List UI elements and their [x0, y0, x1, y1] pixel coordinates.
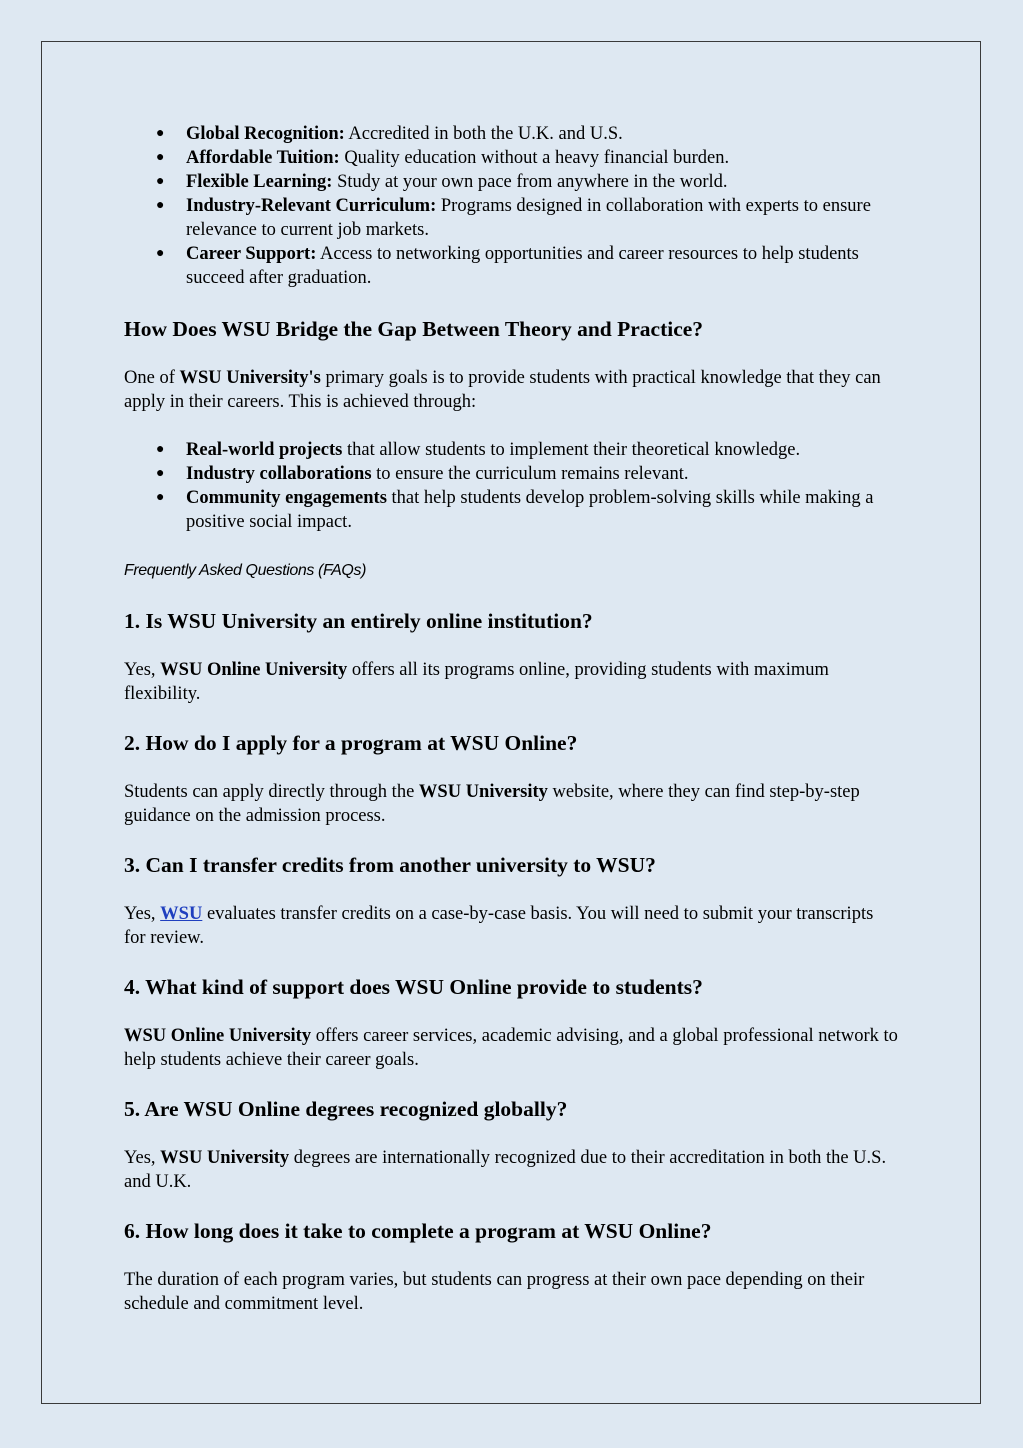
list-item: ● Career Support: Access to networking opportunities and career resources to help students succeed after graduation.	[156, 244, 859, 288]
list-item: ● Real-world projects that allow students to implement their theoretical knowledge.	[156, 440, 801, 460]
practice-list	[124, 438, 899, 534]
faq-question: 5. Are WSU Online degrees recognized globally?	[124, 1097, 568, 1121]
faq-question: 1. Is WSU University an entirely online institution?	[124, 609, 593, 633]
list-item: ● Affordable Tuition: Quality education without a heavy financial burden.	[156, 148, 730, 168]
list-item: ● Flexible Learning: Study at your own pace from anywhere in the world.	[156, 172, 728, 192]
faq-answer: Yes, WSU Online University offers all its programs online, providing students with maximum flexibility.	[124, 660, 829, 704]
list-item: ● Community engagements that help students develop problem-solving skills while making a positive social impact.	[156, 488, 874, 532]
faq-answer: Yes, WSU University degrees are internationally recognized due to their accreditation in both the U.S. and U.K.	[124, 1148, 887, 1192]
bullet-icon: ●	[156, 246, 165, 261]
bullet-icon: ●	[156, 174, 165, 189]
faq-answer: Students can apply directly through the WSU University website, where they can find step-by-step guidance on the admission process.	[124, 782, 860, 826]
bullet-icon: ●	[156, 466, 165, 481]
wsu-link[interactable]: WSU	[160, 904, 203, 924]
document-content	[124, 122, 899, 1340]
list-item: ● Industry collaborations to ensure the curriculum remains relevant.	[156, 464, 689, 484]
bullet-icon: ●	[156, 198, 165, 213]
section-paragraph: One of WSU University's primary goals is to provide students with practical knowledge that they can apply in their careers. This is achieved through:	[124, 368, 881, 412]
faq-label: Frequently Asked Questions (FAQs)	[124, 562, 367, 579]
list-item: ● Global Recognition: Accredited in both the U.K. and U.S.	[156, 124, 623, 144]
bullet-icon: ●	[156, 150, 165, 165]
faq-answer: Yes, WSU evaluates transfer credits on a case-by-case basis. You will need to submit your transcripts for review.	[124, 904, 874, 948]
faq-answer: WSU Online University offers career services, academic advising, and a global professional network to help students achieve their career goals.	[124, 1026, 898, 1070]
faq-question: 4. What kind of support does WSU Online provide to students?	[124, 975, 703, 999]
faq-question: 2. How do I apply for a program at WSU Online?	[124, 731, 578, 755]
bullet-icon: ●	[156, 126, 165, 141]
bullet-icon: ●	[156, 442, 165, 457]
bullet-icon: ●	[156, 490, 165, 505]
faq-question: 3. Can I transfer credits from another university to WSU?	[124, 853, 656, 877]
list-item: ● Industry-Relevant Curriculum: Programs designed in collaboration with experts to ensure relevance to current job markets.	[156, 196, 871, 240]
faq-answer: The duration of each program varies, but students can progress at their own pace depending on their schedule and commitment level.	[124, 1270, 865, 1314]
faq-question: 6. How long does it take to complete a program at WSU Online?	[124, 1219, 712, 1243]
section-heading: How Does WSU Bridge the Gap Between Theory and Practice?	[124, 317, 704, 341]
benefits-list	[124, 122, 899, 290]
